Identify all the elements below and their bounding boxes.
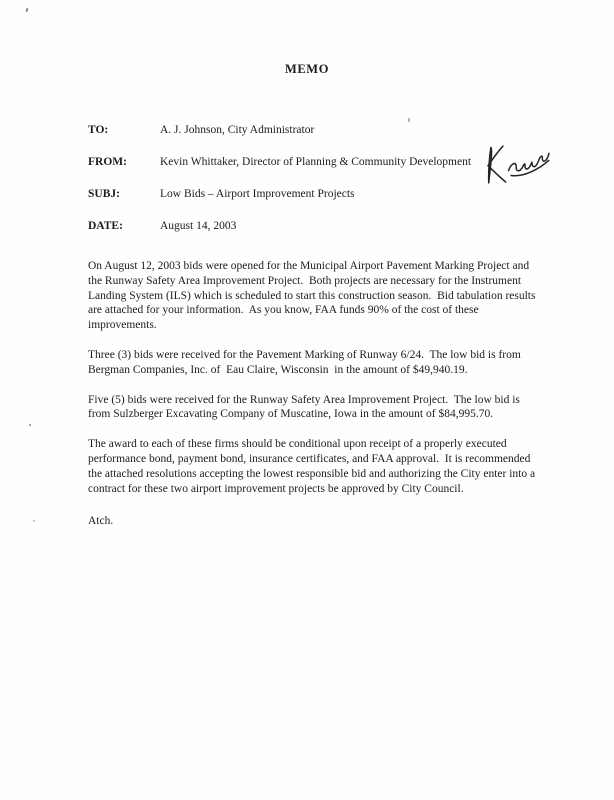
paragraph-2: Three (3) bids were received for the Pavement Marking of Runway 6/24. The low bid is from Bergman Companies, Inc. of Eau Claire, Wisconsin in the amount of $49,940.19. <box>88 348 524 376</box>
memo-title: MEMO <box>284 62 330 76</box>
field-date <box>88 219 544 233</box>
field-subj-label: SUBJ: <box>88 188 120 200</box>
field-from-value: Kevin Whittaker, Director of Planning & Community Development <box>160 156 472 168</box>
field-subj-value: Low Bids – Airport Improvement Projects <box>160 188 355 200</box>
field-to-value: A. J. Johnson, City Administrator <box>160 124 315 136</box>
field-date-label: DATE: <box>88 220 123 232</box>
field-to <box>88 123 544 137</box>
field-to-label: TO: <box>88 124 109 136</box>
field-from <box>88 155 544 169</box>
memo-body <box>88 259 539 496</box>
paragraph-3: Five (5) bids were received for the Runway Safety Area Improvement Project. The low bid is from Sulzberger Excavating Company of Muscatine, Iowa in the amount of $84,995.70. <box>88 393 523 421</box>
handwritten-signature-icon <box>476 138 554 191</box>
closing-atch: Atch. <box>88 515 114 528</box>
scan-artifact <box>33 520 35 522</box>
scan-artifact <box>408 118 411 122</box>
memo-header-fields <box>88 123 544 233</box>
paragraph-1: On August 12, 2003 bids were opened for the Municipal Airport Pavement Marking Project and the Runway Safety Area Improvement Project. Both projects are necessary for the Instrument Landing System (ILS) which is scheduled to start this construction season. Bid tabulation results are attached for your information. As you know, FAA funds 90% of the cost of these improvements. <box>88 260 539 332</box>
scan-artifact <box>29 424 31 426</box>
field-from-label: FROM: <box>88 156 127 168</box>
field-subj <box>88 187 544 201</box>
paragraph-4: The award to each of these firms should be conditional upon receipt of a properly executed performance bond, payment bond, insurance certificates, and FAA approval. It is recommended the attached resolutions accepting the lowest responsible bid and authorizing the City enter into a contract for these two airport improvement projects be approved by City Council. <box>88 438 538 495</box>
field-date-value: August 14, 2003 <box>160 220 237 232</box>
